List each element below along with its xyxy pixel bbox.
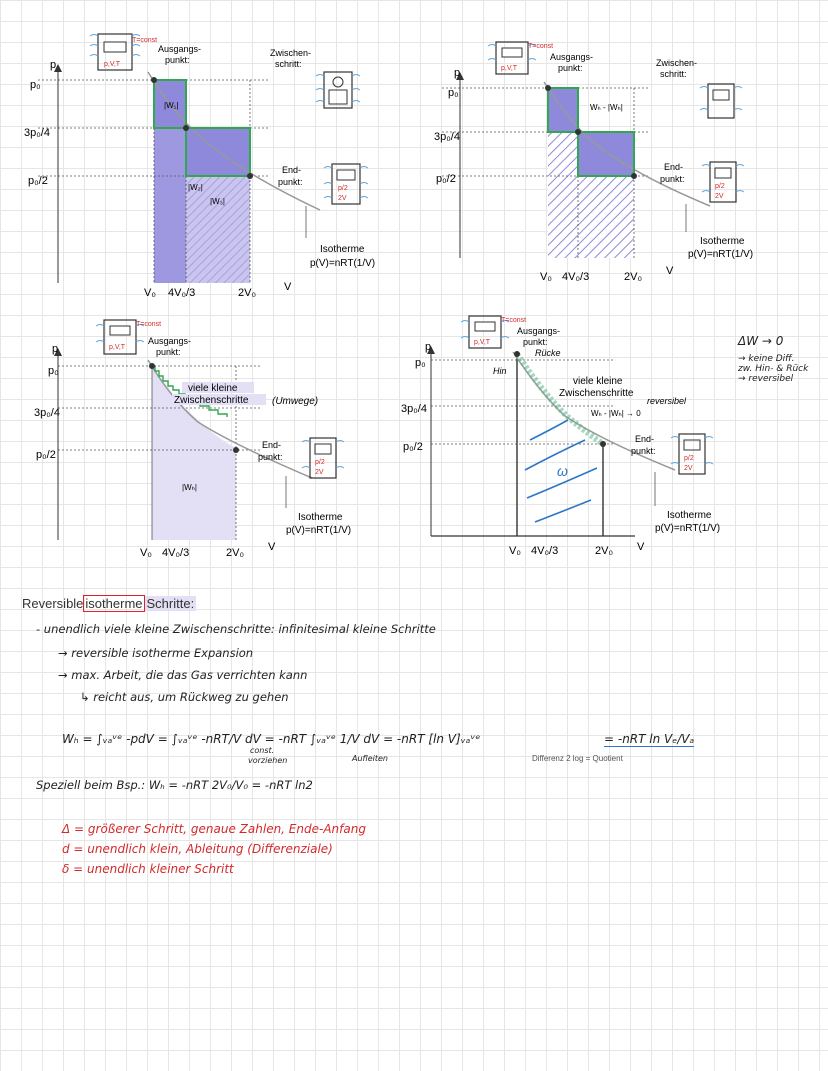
wdiff-label: Wₕ - |Wₕ| bbox=[590, 103, 623, 112]
cylinder-icon-end bbox=[324, 164, 368, 204]
hin-label: Hin bbox=[493, 366, 507, 376]
svg-text:p,V,T: p,V,T bbox=[104, 61, 121, 68]
umwege-note: (Umwege) bbox=[272, 396, 319, 407]
reversibel-note: reversibel bbox=[647, 396, 687, 406]
svg-text:punkt:: punkt: bbox=[558, 63, 583, 73]
diagram-many-small-steps bbox=[22, 310, 402, 565]
end-label-2: punkt: bbox=[278, 177, 303, 187]
svg-text:Zwischen-: Zwischen- bbox=[656, 58, 698, 68]
svg-text:V: V bbox=[666, 265, 674, 277]
svg-text:2V: 2V bbox=[315, 469, 324, 476]
svg-text:T=const: T=const bbox=[136, 321, 162, 328]
svg-text:p₀/2: p₀/2 bbox=[436, 173, 456, 185]
svg-text:schritt:: schritt: bbox=[660, 69, 687, 79]
cylinder-icon-middle bbox=[700, 84, 742, 118]
svg-text:End-: End- bbox=[635, 434, 655, 444]
svg-text:p/2: p/2 bbox=[315, 459, 325, 466]
svg-text:2V₀: 2V₀ bbox=[595, 545, 614, 557]
dw-note: ΔW → 0 bbox=[738, 334, 784, 348]
svg-text:4V₀/3: 4V₀/3 bbox=[531, 545, 559, 557]
svg-text:End-: End- bbox=[262, 440, 282, 450]
p12-label: p₀/2 bbox=[28, 175, 48, 187]
note-line-2: → reversible isotherme Expansion bbox=[58, 646, 254, 660]
svg-text:Zwischenschritte: Zwischenschritte bbox=[559, 388, 634, 399]
v2-label: 2V₀ bbox=[238, 287, 257, 299]
svg-text:2V₀: 2V₀ bbox=[624, 271, 643, 283]
svg-text:punkt:: punkt: bbox=[156, 347, 181, 357]
svg-text:2V₀: 2V₀ bbox=[226, 547, 245, 559]
svg-text:3p₀/4: 3p₀/4 bbox=[434, 131, 460, 143]
svg-text:Ausgangs-: Ausgangs- bbox=[517, 326, 561, 336]
note-line-1: - unendlich viele kleine Zwischenschritte: infinitesimal kleine Schritte bbox=[36, 622, 436, 636]
isotherm-label-2: p(V)=nRT(1/V) bbox=[310, 258, 376, 269]
svg-text:punkt:: punkt: bbox=[631, 446, 656, 456]
svg-text:V₀: V₀ bbox=[509, 545, 521, 557]
many-steps-2: Zwischenschritte bbox=[174, 395, 249, 406]
svg-text:p: p bbox=[425, 341, 432, 353]
area-lower-1 bbox=[154, 128, 186, 283]
w2-label: |W₂| bbox=[188, 183, 203, 192]
svg-text:punkt:: punkt: bbox=[258, 452, 283, 462]
red-note-1: Δ = größerer Schritt, genaue Zahlen, Ende-Anfang bbox=[62, 822, 366, 836]
svg-text:punkt:: punkt: bbox=[660, 174, 685, 184]
cylinder-icon-end bbox=[671, 434, 713, 474]
svg-text:p₀/2: p₀/2 bbox=[403, 441, 423, 453]
svg-text:p/2: p/2 bbox=[684, 455, 694, 462]
svg-text:Isotherme: Isotherme bbox=[298, 512, 343, 523]
end-label-1: End- bbox=[282, 165, 302, 175]
area-lower-2 bbox=[186, 176, 250, 283]
cylinder-icon-end bbox=[702, 162, 744, 202]
svg-text:p₀: p₀ bbox=[415, 357, 426, 369]
svg-text:p,V,T: p,V,T bbox=[501, 65, 518, 72]
note-line-4: ↳ reicht aus, um Rückweg zu gehen bbox=[80, 690, 289, 704]
isotherm-label-1: Isotherme bbox=[320, 244, 365, 255]
svg-text:End-: End- bbox=[664, 162, 684, 172]
svg-text:p(V)=nRT(1/V): p(V)=nRT(1/V) bbox=[286, 525, 352, 536]
svg-text:T=const: T=const bbox=[501, 317, 527, 324]
p-axis-label: p bbox=[50, 59, 57, 71]
svg-text:3p₀/4: 3p₀/4 bbox=[34, 407, 60, 419]
svg-text:V: V bbox=[637, 541, 645, 553]
cylinder-icon-middle bbox=[316, 72, 360, 108]
svg-text:4V₀/3: 4V₀/3 bbox=[162, 547, 190, 559]
omega-label: ω bbox=[557, 463, 568, 479]
red-note-2: d = unendlich klein, Ableitung (Differenziale) bbox=[62, 842, 333, 856]
v0-label: V₀ bbox=[144, 287, 156, 299]
wdiff0-label: Wₕ - |Wₕ| → 0 bbox=[591, 409, 641, 418]
svg-text:3p₀/4: 3p₀/4 bbox=[401, 403, 427, 415]
p34-label: 3p₀/4 bbox=[24, 127, 50, 139]
svg-text:p: p bbox=[454, 67, 461, 79]
between-label-2: schritt: bbox=[275, 59, 302, 69]
svg-text:V₀: V₀ bbox=[140, 547, 152, 559]
svg-text:p(V)=nRT(1/V): p(V)=nRT(1/V) bbox=[655, 523, 721, 534]
formula-result: = -nRT ln Vₑ/Vₐ bbox=[604, 732, 695, 746]
diagram-work-difference bbox=[420, 36, 800, 291]
svg-text:T=const: T=const bbox=[528, 43, 554, 50]
side-note: ΔW → 0 → keine Diff. zw. Hin- & Rück → reversibel bbox=[738, 334, 824, 384]
svg-text:p₀: p₀ bbox=[448, 87, 459, 99]
diagram-reversible bbox=[395, 310, 725, 565]
p0-label: p₀ bbox=[30, 79, 41, 91]
diagram-two-step bbox=[20, 28, 400, 303]
svg-text:p,V,T: p,V,T bbox=[474, 339, 491, 346]
svg-text:punkt:: punkt: bbox=[523, 337, 548, 347]
start-label-2: punkt: bbox=[165, 55, 190, 65]
svg-text:p(V)=nRT(1/V): p(V)=nRT(1/V) bbox=[688, 249, 754, 260]
svg-text:V: V bbox=[268, 541, 276, 553]
svg-text:p,V,T: p,V,T bbox=[109, 344, 126, 351]
svg-text:2V: 2V bbox=[715, 193, 724, 200]
formula-example: Speziell beim Bsp.: Wₕ = -nRT 2V₀/V₀ = -nRT ln2 bbox=[36, 778, 313, 792]
svg-text:Isotherme: Isotherme bbox=[667, 510, 712, 521]
formula-integral: Wₕ = ∫ᵥₐᵛᵉ -pdV = ∫ᵥₐᵛᵉ -nRT/V dV = -nRT ∫ᵥₐᵛᵉ 1/V dV = -nRT [ln V]ᵥₐᵛᵉ bbox=[62, 732, 481, 746]
w1-label: |W₁| bbox=[164, 101, 179, 110]
note-line-3: → max. Arbeit, die das Gas verrichten kann bbox=[58, 668, 308, 682]
svg-text:2V: 2V bbox=[338, 195, 347, 202]
notes-title: Reversible isotherme Schritte: bbox=[22, 596, 195, 611]
svg-text:p/2: p/2 bbox=[715, 183, 725, 190]
cylinder-icon-end bbox=[302, 438, 344, 478]
svg-text:Ausgangs-: Ausgangs- bbox=[550, 52, 594, 62]
v-axis-label: V bbox=[284, 281, 292, 293]
svg-text:V₀: V₀ bbox=[540, 271, 552, 283]
w3-label: |W₃| bbox=[210, 197, 225, 206]
start-label-1: Ausgangs- bbox=[158, 44, 202, 54]
tconst-label: T=const bbox=[132, 37, 158, 44]
between-label-1: Zwischen- bbox=[270, 48, 312, 58]
v43-label: 4V₀/3 bbox=[168, 287, 196, 299]
svg-text:p₀/2: p₀/2 bbox=[36, 449, 56, 461]
svg-text:p₀: p₀ bbox=[48, 365, 59, 377]
red-note-3: δ = unendlich kleiner Schritt bbox=[62, 862, 234, 876]
wh-label: |Wₕ| bbox=[182, 483, 197, 492]
svg-text:4V₀/3: 4V₀/3 bbox=[562, 271, 590, 283]
recke-label: Rücke bbox=[535, 348, 561, 358]
many-steps-1: viele kleine bbox=[188, 383, 238, 394]
diagram-svg bbox=[20, 28, 400, 303]
svg-text:p: p bbox=[52, 343, 59, 355]
svg-text:Isotherme: Isotherme bbox=[700, 236, 745, 247]
area-w2 bbox=[578, 132, 634, 176]
svg-text:p/2: p/2 bbox=[338, 185, 348, 192]
svg-text:viele kleine: viele kleine bbox=[573, 376, 623, 387]
svg-text:2V: 2V bbox=[684, 465, 693, 472]
svg-text:Ausgangs-: Ausgangs- bbox=[148, 336, 192, 346]
